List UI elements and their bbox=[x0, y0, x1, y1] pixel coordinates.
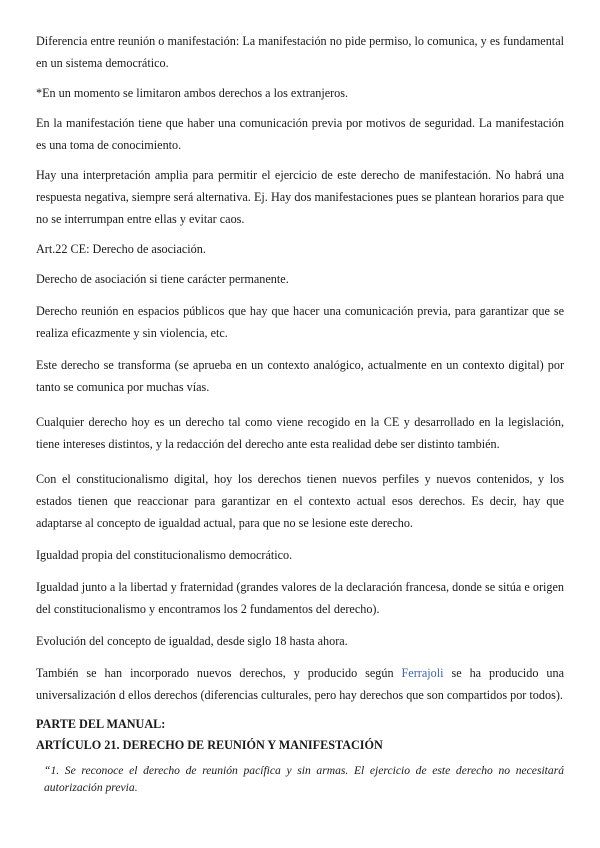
ferrajoli-link[interactable]: Ferrajoli bbox=[401, 666, 444, 680]
paragraph-text: se ha producido una universalización d ellos derechos (diferencias culturales, pero hay derechos que son compartidos por todos). bbox=[36, 666, 564, 702]
paragraph: *En un momento se limitaron ambos derechos a los extranjeros. bbox=[36, 86, 349, 100]
paragraph: Igualdad propia del constitucionalismo democrático. bbox=[36, 548, 293, 562]
paragraph: Con el constitucionalismo digital, hoy los derechos tienen nuevos perfiles y nuevos contenidos, y los estados tienen que reaccionar para garantizar en el contexto actual esos derechos. Es decir, hay que adaptarse al concepto de igualdad actual, para que no se lesione este derecho. bbox=[36, 472, 564, 530]
article-quote: “1. Se reconoce el derecho de reunión pacífica y sin armas. El ejercicio de este derecho no necesitará autorización previa. bbox=[44, 764, 564, 794]
paragraph: Derecho reunión en espacios públicos que hay que hacer una comunicación previa, para garantizar que se realiza eficazmente y sin violencia, etc. bbox=[36, 304, 564, 340]
paragraph: Este derecho se transforma (se aprueba en un contexto analógico, actualmente en un contexto digital) por tanto se comunica por muchas vías. bbox=[36, 358, 564, 394]
section-heading-manual: PARTE DEL MANUAL: bbox=[36, 717, 166, 731]
paragraph: Cualquier derecho hoy es un derecho tal como viene recogido en la CE y desarrollado en la legislación, tiene intereses distintos, y la redacción del derecho ante esta realidad debe ser distinto también. bbox=[36, 415, 564, 451]
paragraph: Hay una interpretación amplia para permitir el ejercicio de este derecho de manifestación. No habrá una respuesta negativa, siempre será alternativa. Ej. Hay dos manifestaciones pues se plantean horarios para que no se interrumpan entre ellas y evitar caos. bbox=[36, 168, 564, 226]
section-heading-article: ARTÍCULO 21. DERECHO DE REUNIÓN Y MANIFESTACIÓN bbox=[36, 738, 383, 752]
paragraph: Diferencia entre reunión o manifestación: La manifestación no pide permiso, lo comunica, y es fundamental en un sistema democrático. bbox=[36, 34, 564, 70]
paragraph: Igualdad junto a la libertad y fraternidad (grandes valores de la declaración francesa, donde se sitúa e origen del constitucionalismo y encontramos los 2 fundamentos del derecho). bbox=[36, 580, 564, 616]
paragraph-ferrajoli bbox=[36, 662, 564, 706]
paragraph: Evolución del concepto de igualdad, desde siglo 18 hasta ahora. bbox=[36, 634, 348, 648]
document-page bbox=[36, 30, 564, 796]
paragraph: Art.22 CE: Derecho de asociación. bbox=[36, 242, 206, 256]
paragraph-text: También se han incorporado nuevos derechos, y producido según bbox=[36, 666, 402, 680]
paragraph: En la manifestación tiene que haber una comunicación previa por motivos de seguridad. La manifestación es una toma de conocimiento. bbox=[36, 116, 564, 152]
paragraph: Derecho de asociación si tiene carácter permanente. bbox=[36, 272, 289, 286]
